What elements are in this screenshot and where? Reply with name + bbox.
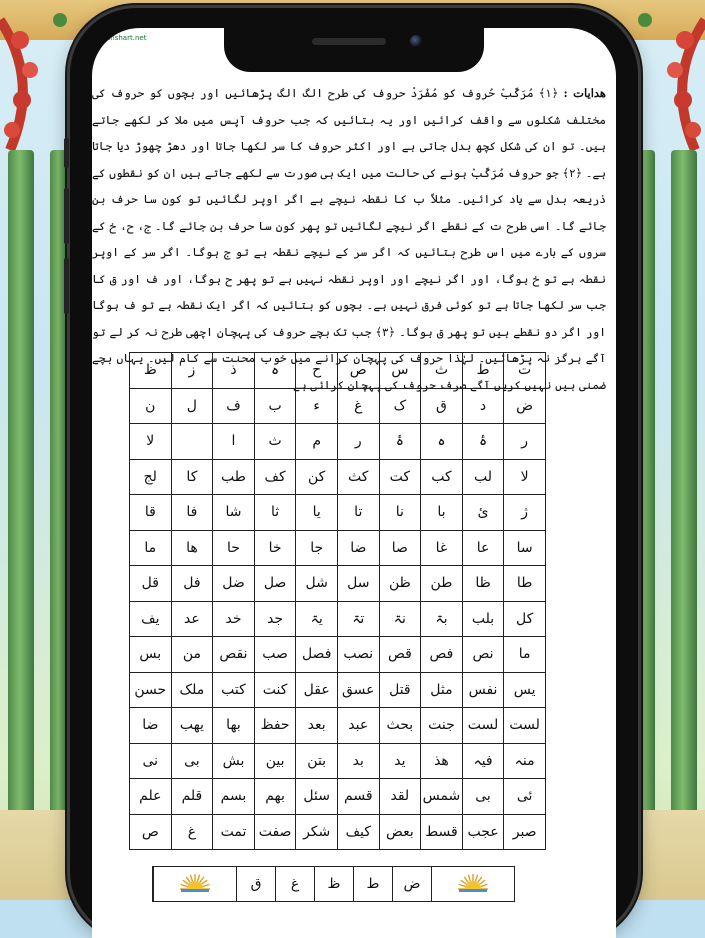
grid-cell: بحث xyxy=(379,708,421,744)
grid-cell: کب xyxy=(421,459,463,495)
grid-cell: یف xyxy=(130,601,172,637)
mute-switch xyxy=(64,138,69,168)
grid-cell: د xyxy=(462,388,504,424)
grid-cell: فل xyxy=(171,566,213,602)
grid-cell: فیہ xyxy=(462,743,504,779)
grid-cell: با xyxy=(421,495,463,531)
grid-cell: ظ xyxy=(130,353,172,389)
grid-row xyxy=(130,495,546,531)
grid-row xyxy=(130,388,546,424)
strip-letter: ط xyxy=(353,867,392,901)
bottom-letter-strip xyxy=(152,866,515,902)
grid-cell: بی xyxy=(462,779,504,815)
grid-cell: طا xyxy=(504,566,546,602)
speaker-grille xyxy=(312,38,386,45)
letters-grid xyxy=(129,352,546,850)
grid-cell: عقل xyxy=(296,672,338,708)
grid-cell: قل xyxy=(130,566,172,602)
grid-cell: ص xyxy=(337,353,379,389)
phone-notch xyxy=(224,28,484,72)
grid-cell: کث xyxy=(337,459,379,495)
grid-cell: کا xyxy=(171,459,213,495)
grid-cell: بعض xyxy=(379,814,421,850)
grid-cell: سئل xyxy=(296,779,338,815)
grid-cell: ذ xyxy=(213,353,255,389)
grid-cell: علم xyxy=(130,779,172,815)
grid-cell: کف xyxy=(254,459,296,495)
grid-cell: ثا xyxy=(254,495,296,531)
grid-cell: ضا xyxy=(130,708,172,744)
grid-cell: بعد xyxy=(296,708,338,744)
grid-cell: ھا xyxy=(171,530,213,566)
grid-cell: کت xyxy=(379,459,421,495)
grid-cell: غا xyxy=(421,530,463,566)
instructions-label: ھدایات : xyxy=(563,86,606,100)
grid-cell: قسم xyxy=(337,779,379,815)
grid-cell: حا xyxy=(213,530,255,566)
grid-cell: صب xyxy=(254,637,296,673)
grid-cell: نفس xyxy=(462,672,504,708)
grid-cell: ص xyxy=(130,814,172,850)
grid-cell: ا xyxy=(213,424,255,460)
grid-cell: ح xyxy=(296,353,338,389)
grid-row xyxy=(130,743,546,779)
grid-cell: سل xyxy=(337,566,379,602)
grid-cell: حسن xyxy=(130,672,172,708)
grid-cell: نۃ xyxy=(379,601,421,637)
instructions-text: ﴿۱﴾ مُرَکَّبْ حُروف کو مُفْرَدْ حروف کی طرح الگ الگ پڑھائیں اور بچوں کو حروف کی مختلف شکلوں سے واقف کرائیں اور یہ بتائیں کہ جب حروف آپس میں ملا کر لکھے جاتے ہیں۔ تو ان کی شکل کچھ بدل جاتی ہے اور اکثر حروف کا سر لکھا جاتا اور دھڑ چھوڑ دیا جاتا ہے۔ ﴿۲﴾ جو حروف مُرَکَّبْ ہونے کی حالت میں ایک ہی صورت سے لکھے جاتے ہیں ان کو نقطوں کے ذریعہ بدل سے یاد کرائیں۔ مثلاً ب کا نقطہ نیچے ہے اگر اوپر لگائیں تو کون سا حرف بن جائے گا۔ اسی طرح ت کے نقطے اگر نیچے لگائیں تو پھر کون سا حرف بن جائے گا۔ ج، ح، خ کے سروں کے بارے میں اس طرح بتائیں کہ اگر سر کے نیچے نقطہ ہے تو ج ہوگا۔ اگر سر کے اوپر نقطہ ہے تو خ ہوگا، اور اگر نیچے اور اوپر نقطہ نہیں ہے تو پھر ح ہوگا، اور ف اور ق کا جب سر لکھا جاتا ہے تو کوئی فرق نہیں ہے۔ بچوں کو بتائیں کہ اگر ایک نقطہ ہے تو ف ہوگا اور اگر دو نقطے ہیں تو پھر ق ہوگا۔ ﴿۳﴾ جب تک بچے حروف کی پہچان اچھی طرح نہ کر لے تو آگے ہرگز نہ پڑھائیں۔ لہٰذا حروف کی پہچان کرانے میں خوب محنت سے کام لیں۔ یہاں بچے ضمنی ہیں نہیں کریں آگے صرف حروف کی پہچان کرائی ہے۔ xyxy=(92,86,607,392)
grid-cell: ضا xyxy=(337,530,379,566)
grid-cell: ۂ xyxy=(462,424,504,460)
grid-cell: لقد xyxy=(379,779,421,815)
grid-cell: نص xyxy=(462,637,504,673)
grid-cell: بتن xyxy=(296,743,338,779)
phone-frame xyxy=(70,8,638,938)
grid-cell: ر xyxy=(337,424,379,460)
volume-up-button xyxy=(64,188,69,244)
grid-cell: س xyxy=(379,353,421,389)
grid-cell: فا xyxy=(171,495,213,531)
grid-cell: طب xyxy=(213,459,255,495)
grid-cell: ما xyxy=(504,637,546,673)
grid-row xyxy=(130,814,546,850)
grid-cell: عجب xyxy=(462,814,504,850)
grid-cell: بلب xyxy=(462,601,504,637)
grid-cell: کیف xyxy=(337,814,379,850)
grid-cell: ئی xyxy=(504,779,546,815)
grid-cell: ط xyxy=(462,353,504,389)
grid-row xyxy=(130,424,546,460)
grid-cell: شمس xyxy=(421,779,463,815)
grid-row xyxy=(130,779,546,815)
grid-cell: نقص xyxy=(213,637,255,673)
grid-cell: ہ xyxy=(421,424,463,460)
grid-cell: یھب xyxy=(171,708,213,744)
grid-row xyxy=(130,566,546,602)
strip-letter: ظ xyxy=(314,867,353,901)
grid-cell: خد xyxy=(213,601,255,637)
pillar-right-outer xyxy=(671,150,697,880)
volume-down-button xyxy=(64,258,69,314)
grid-cell: قتل xyxy=(379,672,421,708)
grid-cell: ما xyxy=(130,530,172,566)
grid-cell: من xyxy=(171,637,213,673)
site-watermark: ahshart.net xyxy=(106,34,147,42)
grid-cell xyxy=(171,424,213,460)
grid-cell: جد xyxy=(254,601,296,637)
grid-cell: حفظ xyxy=(254,708,296,744)
grid-cell: ملک xyxy=(171,672,213,708)
grid-cell: جنت xyxy=(421,708,463,744)
grid-cell: تۃ xyxy=(337,601,379,637)
grid-cell: لا xyxy=(504,459,546,495)
grid-row xyxy=(130,672,546,708)
grid-cell: خا xyxy=(254,530,296,566)
grid-cell: منہ xyxy=(504,743,546,779)
strip-letter: غ xyxy=(275,867,314,901)
grid-cell: تا xyxy=(337,495,379,531)
grid-cell: ید xyxy=(379,743,421,779)
grid-cell: کنت xyxy=(254,672,296,708)
grid-cell: بۃ xyxy=(421,601,463,637)
grid-cell: ق xyxy=(421,388,463,424)
grid-cell: لست xyxy=(504,708,546,744)
grid-cell: لست xyxy=(462,708,504,744)
grid-cell: بس xyxy=(130,637,172,673)
grid-cell: لج xyxy=(130,459,172,495)
grid-cell: ض xyxy=(504,388,546,424)
grid-cell: ن xyxy=(130,388,172,424)
grid-cell: ئ xyxy=(462,495,504,531)
grid-cell: ر xyxy=(504,424,546,460)
grid-cell: جا xyxy=(296,530,338,566)
sun-icon xyxy=(431,867,514,901)
grid-cell: کن xyxy=(296,459,338,495)
grid-cell: بھا xyxy=(213,708,255,744)
grid-cell: غ xyxy=(171,814,213,850)
grid-cell: فصل xyxy=(296,637,338,673)
grid-row xyxy=(130,353,546,389)
grid-cell: فص xyxy=(421,637,463,673)
grid-cell: شل xyxy=(296,566,338,602)
sun-icon xyxy=(153,867,236,901)
grid-cell: یا xyxy=(296,495,338,531)
grid-cell: ظا xyxy=(462,566,504,602)
grid-cell: غ xyxy=(337,388,379,424)
grid-cell: ک xyxy=(379,388,421,424)
grid-cell: نصب xyxy=(337,637,379,673)
grid-cell: ضل xyxy=(213,566,255,602)
grid-cell: م xyxy=(296,424,338,460)
grid-cell: بد xyxy=(337,743,379,779)
grid-cell: صبر xyxy=(504,814,546,850)
grid-cell: قص xyxy=(379,637,421,673)
instructions-paragraph xyxy=(92,80,616,398)
grid-cell: بی xyxy=(171,743,213,779)
grid-cell: تمت xyxy=(213,814,255,850)
grid-cell: صا xyxy=(379,530,421,566)
grid-cell: ژ xyxy=(504,495,546,531)
grid-cell: ھذ xyxy=(421,743,463,779)
grid-row xyxy=(130,459,546,495)
grid-cell: عبد xyxy=(337,708,379,744)
grid-cell: صل xyxy=(254,566,296,602)
grid-row xyxy=(130,530,546,566)
grid-cell: بھم xyxy=(254,779,296,815)
grid-row xyxy=(130,601,546,637)
grid-cell: مثل xyxy=(421,672,463,708)
grid-cell: ل xyxy=(171,388,213,424)
pillar-right-inner xyxy=(637,150,655,880)
grid-cell: ز xyxy=(171,353,213,389)
grid-cell: شکر xyxy=(296,814,338,850)
grid-cell: لا xyxy=(130,424,172,460)
grid-cell: صفت xyxy=(254,814,296,850)
grid-cell: کل xyxy=(504,601,546,637)
grid-cell: ۂ xyxy=(379,424,421,460)
strip-letter: ق xyxy=(236,867,275,901)
grid-row xyxy=(130,708,546,744)
grid-cell: نی xyxy=(130,743,172,779)
pillar-left-outer xyxy=(8,150,34,880)
grid-cell: ہ xyxy=(254,353,296,389)
grid-cell: ب xyxy=(254,388,296,424)
grid-cell: ث xyxy=(421,353,463,389)
grid-cell: طن xyxy=(421,566,463,602)
grid-cell: کتب xyxy=(213,672,255,708)
grid-cell: ف xyxy=(213,388,255,424)
grid-cell: نا xyxy=(379,495,421,531)
phone-screen xyxy=(92,28,616,938)
grid-cell: بین xyxy=(254,743,296,779)
grid-cell: عد xyxy=(171,601,213,637)
grid-cell: لب xyxy=(462,459,504,495)
grid-cell: بسم xyxy=(213,779,255,815)
grid-cell: بش xyxy=(213,743,255,779)
grid-cell: قا xyxy=(130,495,172,531)
strip-letter: ض xyxy=(392,867,431,901)
grid-cell: شا xyxy=(213,495,255,531)
grid-cell: عسق xyxy=(337,672,379,708)
grid-cell: سا xyxy=(504,530,546,566)
grid-row xyxy=(130,637,546,673)
grid-cell: ظن xyxy=(379,566,421,602)
grid-cell: قسط xyxy=(421,814,463,850)
grid-cell: ت xyxy=(504,353,546,389)
grid-cell: یس xyxy=(504,672,546,708)
front-camera-icon xyxy=(410,35,422,47)
grid-cell: ث xyxy=(254,424,296,460)
grid-cell: عا xyxy=(462,530,504,566)
grid-cell: ء xyxy=(296,388,338,424)
grid-cell: قلم xyxy=(171,779,213,815)
grid-cell: یۃ xyxy=(296,601,338,637)
